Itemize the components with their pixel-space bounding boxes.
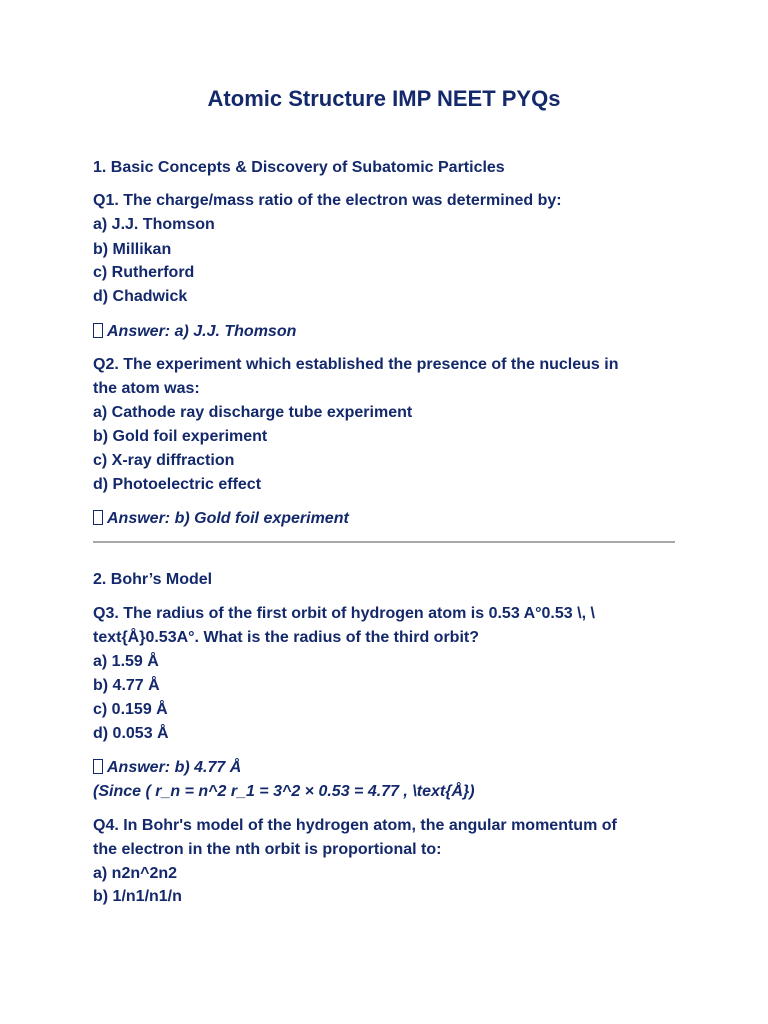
checkmark-icon <box>93 759 103 774</box>
question-text: Q2. The experiment which established the presence of the nucleus in <box>93 356 619 373</box>
answer-explanation: (Since ( r_n = n^2 r_1 = 3^2 × 0.53 = 4.77 , \text{Å}) <box>93 783 475 800</box>
option-c: c) X-ray diffraction <box>93 452 235 469</box>
answer-line <box>93 320 296 344</box>
option-a: a) Cathode ray discharge tube experiment <box>93 404 413 421</box>
page-title: Atomic Structure IMP NEET PYQs <box>207 86 561 111</box>
checkmark-icon <box>93 510 103 525</box>
answer-text: Answer: b) 4.77 Å <box>107 759 242 776</box>
option-d: d) Chadwick <box>93 288 188 305</box>
question-text: Q4. In Bohr's model of the hydrogen atom, the angular momentum of <box>93 817 617 834</box>
question-text: Q3. The radius of the first orbit of hydrogen atom is 0.53 A°0.53 \, \ <box>93 605 595 622</box>
section-heading: 2. Bohr’s Model <box>93 571 213 588</box>
answer-line <box>93 507 349 531</box>
option-a: a) J.J. Thomson <box>93 216 215 233</box>
answer-text: Answer: b) Gold foil experiment <box>107 510 349 527</box>
answer-text: Answer: a) J.J. Thomson <box>107 323 297 340</box>
checkmark-icon <box>93 323 103 338</box>
option-b: b) Gold foil experiment <box>93 428 268 445</box>
answer-line <box>93 756 241 780</box>
option-c: c) Rutherford <box>93 264 195 281</box>
question-text-continued: text{Å}0.53A°. What is the radius of the third orbit? <box>93 629 479 646</box>
option-b: b) Millikan <box>93 241 172 258</box>
option-a: a) 1.59 Å <box>93 653 159 670</box>
option-b: b) 1/n1/n1/n <box>93 888 182 905</box>
option-a: a) n2n^2n2 <box>93 865 178 882</box>
question-text: Q1. The charge/mass ratio of the electron was determined by: <box>93 192 562 209</box>
option-d: d) Photoelectric effect <box>93 476 262 493</box>
section-heading: 1. Basic Concepts & Discovery of Subatomic Particles <box>93 159 505 176</box>
option-d: d) 0.053 Å <box>93 725 169 742</box>
question-text-continued: the atom was: <box>93 380 200 397</box>
option-c: c) 0.159 Å <box>93 701 168 718</box>
option-b: b) 4.77 Å <box>93 677 160 694</box>
horizontal-divider <box>93 541 675 543</box>
question-text-continued: the electron in the nth orbit is proportional to: <box>93 841 442 858</box>
